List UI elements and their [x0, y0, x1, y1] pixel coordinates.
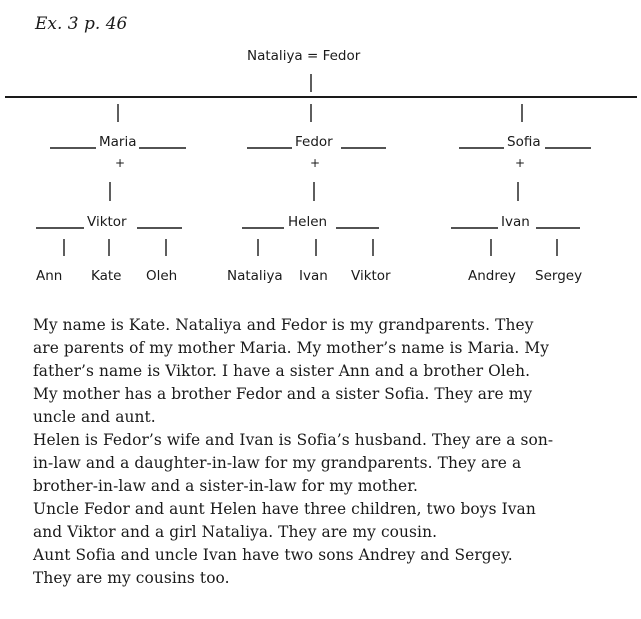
text-line: in-law and a daughter-in-law for my grandparents. They are a [33, 454, 522, 472]
text-line: father’s name is Viktor. I have a sister Ann and a brother Oleh. [33, 362, 531, 380]
tree-node-ivan: Ivan [501, 214, 530, 230]
tree-node-fedor: Fedor [295, 134, 333, 150]
tree-child-nataliya: Nataliya [227, 268, 283, 284]
tree-child-sergey: Sergey [535, 268, 583, 284]
text-line: Helen is Fedor’s wife and Ivan is Sofia’s husband. They are a son- [33, 431, 554, 449]
text-line: They are my cousins too. [33, 569, 230, 587]
tree-child-oleh: Oleh [146, 268, 178, 284]
text-line: My name is Kate. Nataliya and Fedor is my grandparents. They [33, 316, 534, 334]
tree-child-andrey: Andrey [468, 268, 516, 284]
exercise-reference: Ex. 3 p. 46 [35, 14, 128, 34]
text-line: brother-in-law and a sister-in-law for my mother. [33, 477, 419, 495]
text-line: My mother has a brother Fedor and a sister Sofia. They are my [33, 385, 533, 403]
tree-child-viktor: Viktor [351, 268, 391, 284]
plus-sign-left: + [115, 156, 126, 170]
plus-sign-right: + [515, 156, 526, 170]
tree-root-couple: Nataliya = Fedor [247, 48, 361, 64]
tree-child-ann: Ann [36, 268, 63, 284]
text-line: Uncle Fedor and aunt Helen have three children, two boys Ivan [33, 500, 536, 518]
text-line: are parents of my mother Maria. My mother’s name is Maria. My [33, 339, 550, 357]
tree-node-maria: Maria [99, 134, 137, 150]
text-line: uncle and aunt. [33, 408, 156, 426]
text-line: Aunt Sofia and uncle Ivan have two sons Andrey and Sergey. [33, 546, 513, 564]
tree-node-helen: Helen [288, 214, 328, 230]
tree-node-sofia: Sofia [507, 134, 541, 150]
tree-node-viktor: Viktor [87, 214, 127, 230]
tree-child-ivan: Ivan [299, 268, 328, 284]
plus-sign-middle: + [310, 156, 321, 170]
tree-child-kate: Kate [91, 268, 122, 284]
text-line: and Viktor and a girl Nataliya. They are my cousin. [33, 523, 438, 541]
